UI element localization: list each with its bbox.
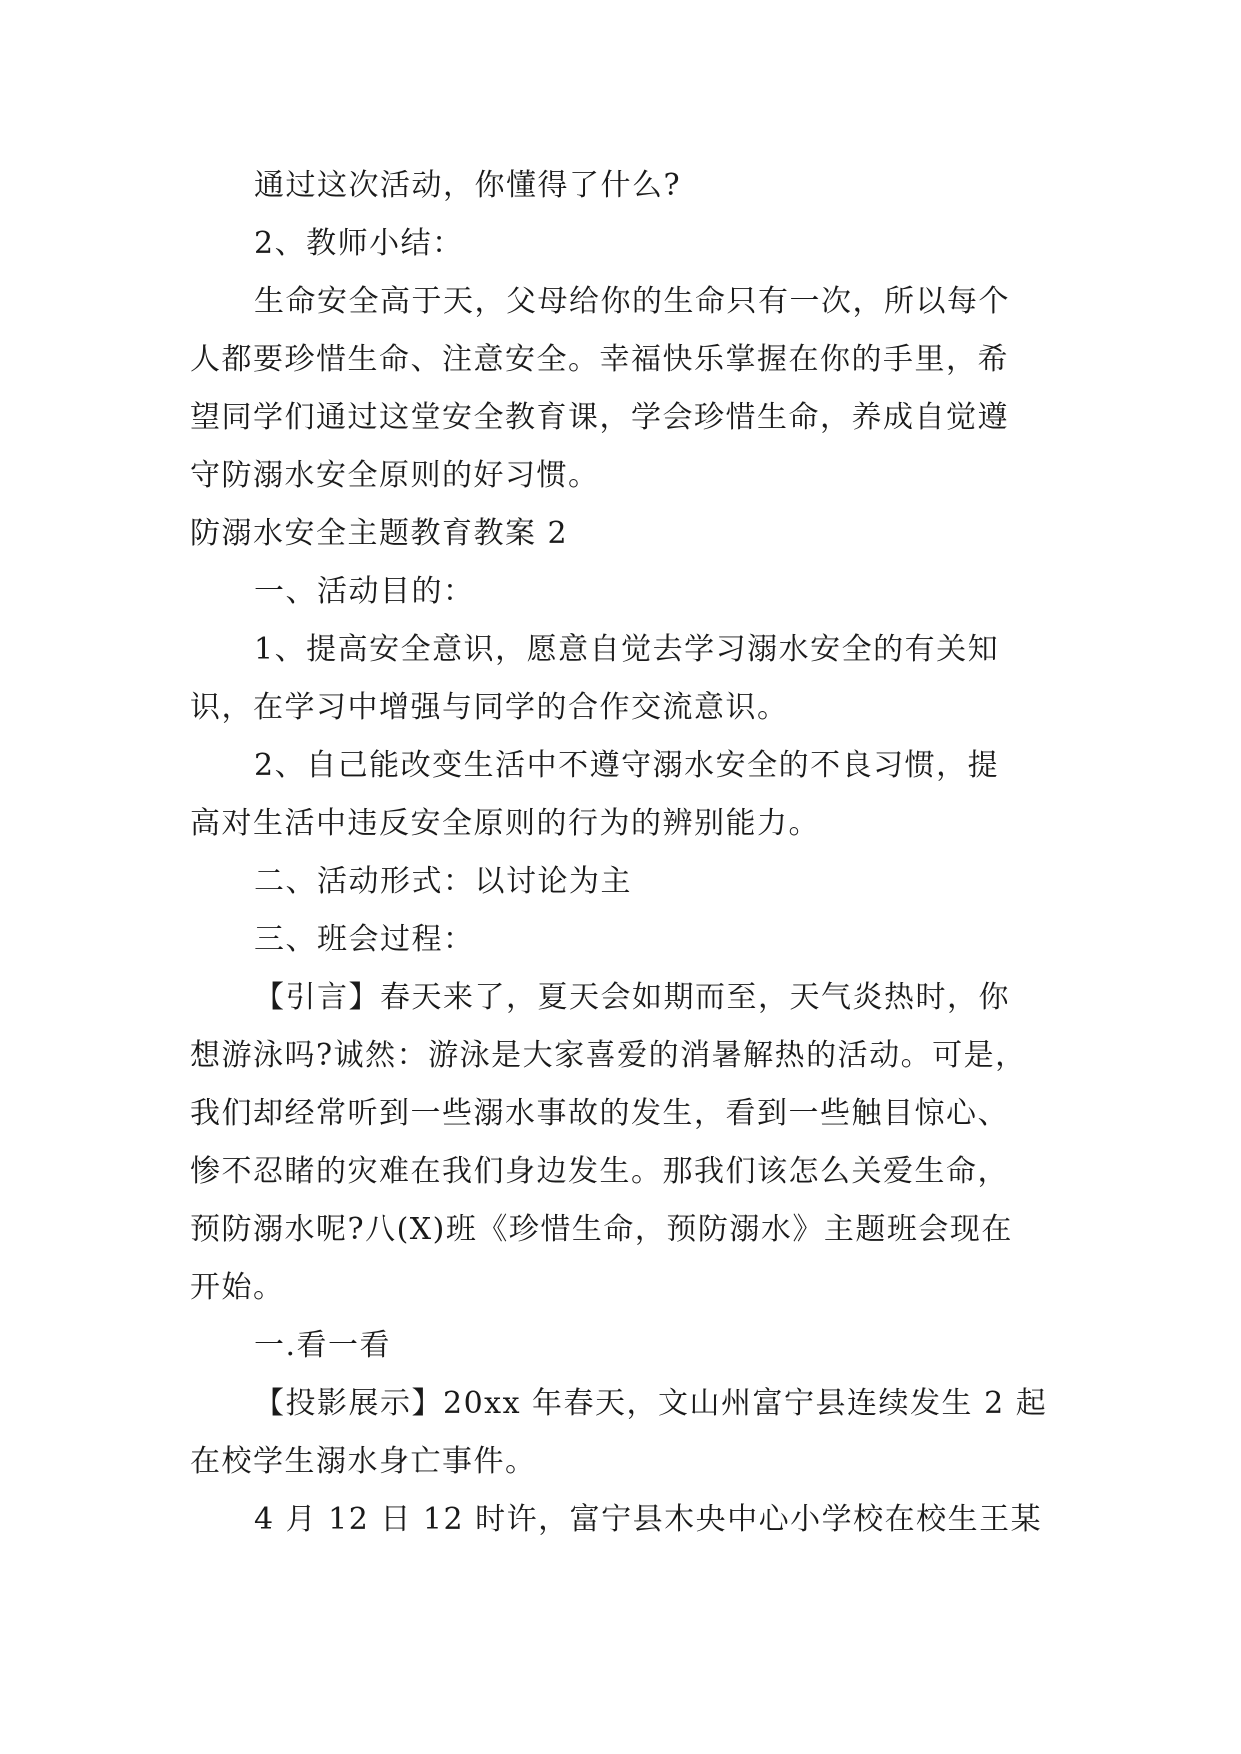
text-line-13: 二、活动形式：以讨论为主 [254, 864, 632, 899]
text-line-8: 一、活动目的： [254, 574, 475, 609]
text-line-1: 通过这次活动，你懂得了什么? [254, 168, 682, 203]
section-heading: 防溺水安全主题教育教案 2 [190, 516, 569, 551]
text-line-12: 高对生活中违反安全原则的行为的辨别能力。 [190, 806, 820, 841]
text-line-4: 人都要珍惜生命、注意安全。幸福快乐掌握在你的手里，希 [190, 342, 1009, 377]
text-line-16: 想游泳吗?诚然：游泳是大家喜爱的消暑解热的活动。可是， [190, 1038, 1027, 1073]
text-line-15: 【引言】春天来了，夏天会如期而至，天气炎热时，你 [254, 980, 1010, 1015]
text-line-10: 识，在学习中增强与同学的合作交流意识。 [190, 690, 789, 725]
text-line-2: 2、教师小结： [254, 226, 464, 261]
text-line-3: 生命安全高于天，父母给你的生命只有一次，所以每个 [254, 284, 1010, 319]
text-line-14: 三、班会过程： [254, 922, 475, 957]
text-line-18: 惨不忍睹的灾难在我们身边发生。那我们该怎么关爱生命， [190, 1154, 1009, 1189]
text-line-5: 望同学们通过这堂安全教育课，学会珍惜生命，养成自觉遵 [190, 400, 1009, 435]
text-line-11: 2、自己能改变生活中不遵守溺水安全的不良习惯，提 [254, 748, 1000, 783]
text-line-19: 预防溺水呢?八(X)班《珍惜生命，预防溺水》主题班会现在 [190, 1212, 1013, 1247]
text-line-21: 一.看一看 [254, 1328, 392, 1363]
text-line-24: 4 月 12 日 12 时许，富宁县木央中心小学校在校生王某 [254, 1502, 1043, 1537]
text-line-22: 【投影展示】20xx 年春天，文山州富宁县连续发生 2 起 [254, 1386, 1048, 1421]
text-line-20: 开始。 [190, 1270, 285, 1305]
text-line-17: 我们却经常听到一些溺水事故的发生，看到一些触目惊心、 [190, 1096, 1009, 1131]
text-line-23: 在校学生溺水身亡事件。 [190, 1444, 537, 1479]
text-line-6: 守防溺水安全原则的好习惯。 [190, 458, 600, 493]
text-line-9: 1、提高安全意识，愿意自觉去学习溺水安全的有关知 [254, 632, 1000, 667]
